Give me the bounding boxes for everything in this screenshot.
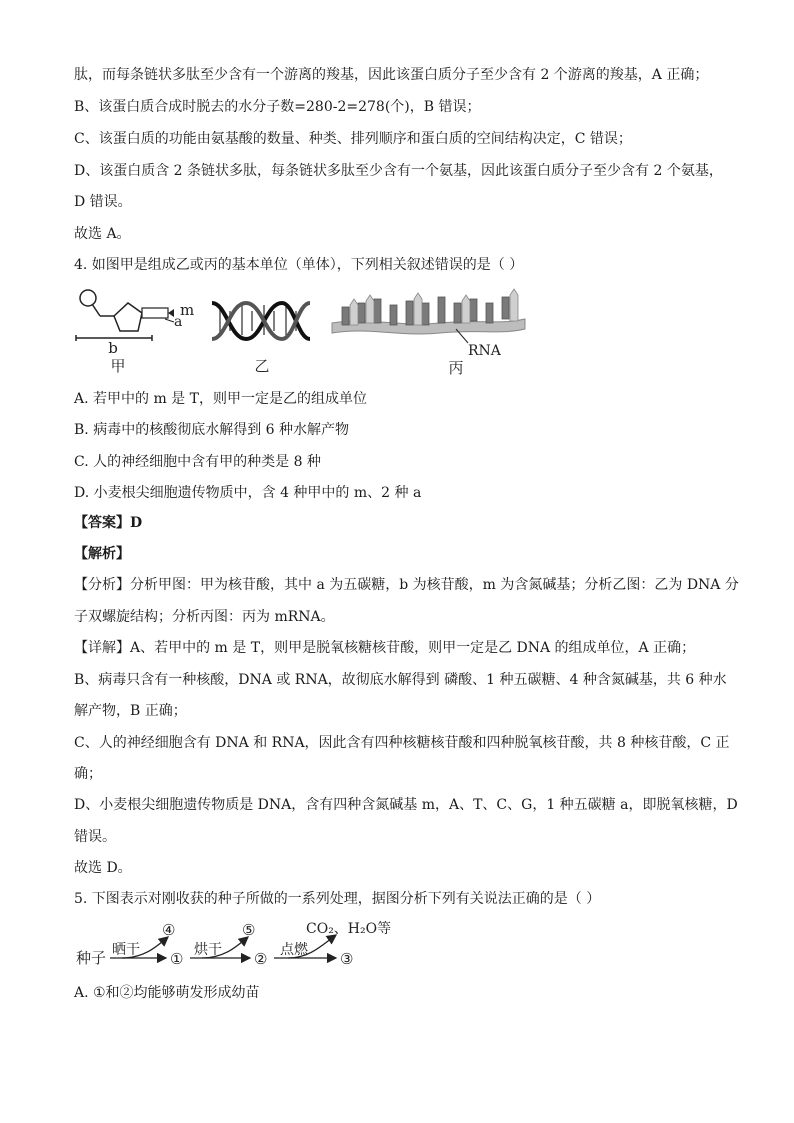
label-5: ⑤ <box>242 921 256 939</box>
analysis-line-2: 子双螺旋结构；分析丙图：丙为 mRNA。 <box>74 609 335 625</box>
question-4-stem: 4. 如图甲是组成乙或丙的基本单位（单体），下列相关叙述错误的是（ ） <box>74 257 524 273</box>
label-bing: 丙 <box>448 359 464 377</box>
label-rna: RNA <box>468 343 501 359</box>
detail-line-6: D、小麦根尖细胞遗传物质是 DNA，含有四种含氮碱基 m，A、T、C、G，1 种五碳糖 a，即脱氧核糖，D <box>74 797 738 813</box>
label-4: ④ <box>162 921 176 939</box>
text-line-4: D、该蛋白质含 2 条链状多肽，每条链状多肽至少含有一个氨基，因此该蛋白质分子至少含有 2 个氨基， <box>74 163 723 179</box>
option-4c: C. 人的神经细胞中含有甲的种类是 8 种 <box>74 454 321 470</box>
label-m: m <box>180 301 195 319</box>
analysis-line-1: 【分析】分析甲图：甲为核苷酸，其中 a 为五碳糖，b 为核苷酸，m 为含氮碱基；分析乙图：乙为 DNA 分 <box>74 577 739 593</box>
label-oven-dry: 烘干 <box>194 942 222 958</box>
text-line-6: 故选 A。 <box>74 226 131 242</box>
label-1: ① <box>170 950 184 968</box>
conclusion-4: 故选 D。 <box>74 860 132 876</box>
option-4b: B. 病毒中的核酸彻底水解得到 6 种水解产物 <box>74 422 349 438</box>
label-ignite: 点燃 <box>280 942 308 958</box>
question-5-stem: 5. 下图表示对刚收获的种子所做的一系列处理，据图分析下列有关说法正确的是（ ） <box>74 891 601 907</box>
option-4a: A. 若甲中的 m 是 T，则甲一定是乙的组成单位 <box>74 391 367 407</box>
label-jia: 甲 <box>110 357 126 375</box>
detail-line-4: C、人的神经细胞含有 DNA 和 RNA，因此含有四种核糖核苷酸和四种脱氧核苷酸，共 8 种核苷酸，C 正 <box>74 735 730 751</box>
label-products: CO₂、H₂O等 <box>306 921 392 937</box>
text-line-1: 肽，而每条链状多肽至少含有一个游离的羧基，因此该蛋白质分子至少含有 2 个游离的羧基，A 正确； <box>74 67 709 83</box>
detail-line-3: 解产物，B 正确； <box>74 703 187 719</box>
rna-diagram <box>332 289 525 377</box>
text-line-3: C、该蛋白质的功能由氨基酸的数量、种类、排列顺序和蛋白质的空间结构决定，C 错误； <box>74 131 632 147</box>
text-line-2: B、该蛋白质合成时脱去的水分子数=280-2=278(个)，B 错误； <box>74 99 481 115</box>
label-b: b <box>108 339 118 357</box>
label-a: a <box>174 314 183 330</box>
figure-5-seed-processing <box>70 915 430 971</box>
figure-4-nucleotide-dna-rna <box>70 283 540 383</box>
detail-line-7: 错误。 <box>74 829 116 845</box>
detail-line-2: B、病毒只含有一种核酸，DNA 或 RNA，故彻底水解得到 磷酸、1 种五碳糖、4 种含氮碱基，共 6 种水 <box>74 672 727 688</box>
dna-helix-diagram <box>212 303 310 375</box>
option-4d: D. 小麦根尖细胞遗传物质中，含 4 种甲中的 m、2 种 a <box>74 485 422 501</box>
label-sun-dry: 晒干 <box>112 942 140 958</box>
label-seed: 种子 <box>76 949 107 967</box>
nucleotide-diagram <box>76 290 194 375</box>
detail-line-5: 确； <box>74 766 102 782</box>
text-line-5: D 错误。 <box>74 194 132 210</box>
option-5a: A. ①和②均能够萌发形成幼苗 <box>74 985 260 1001</box>
label-yi: 乙 <box>254 357 270 375</box>
answer-4: 【答案】D <box>74 515 143 531</box>
detail-line-1: 【详解】A、若甲中的 m 是 T，则甲是脱氧核糖核苷酸，则甲一定是乙 DNA 的组成单位，A 正确； <box>74 640 696 656</box>
label-2: ② <box>254 950 268 968</box>
label-3: ③ <box>340 950 354 968</box>
analysis-heading-4: 【解析】 <box>74 546 130 562</box>
